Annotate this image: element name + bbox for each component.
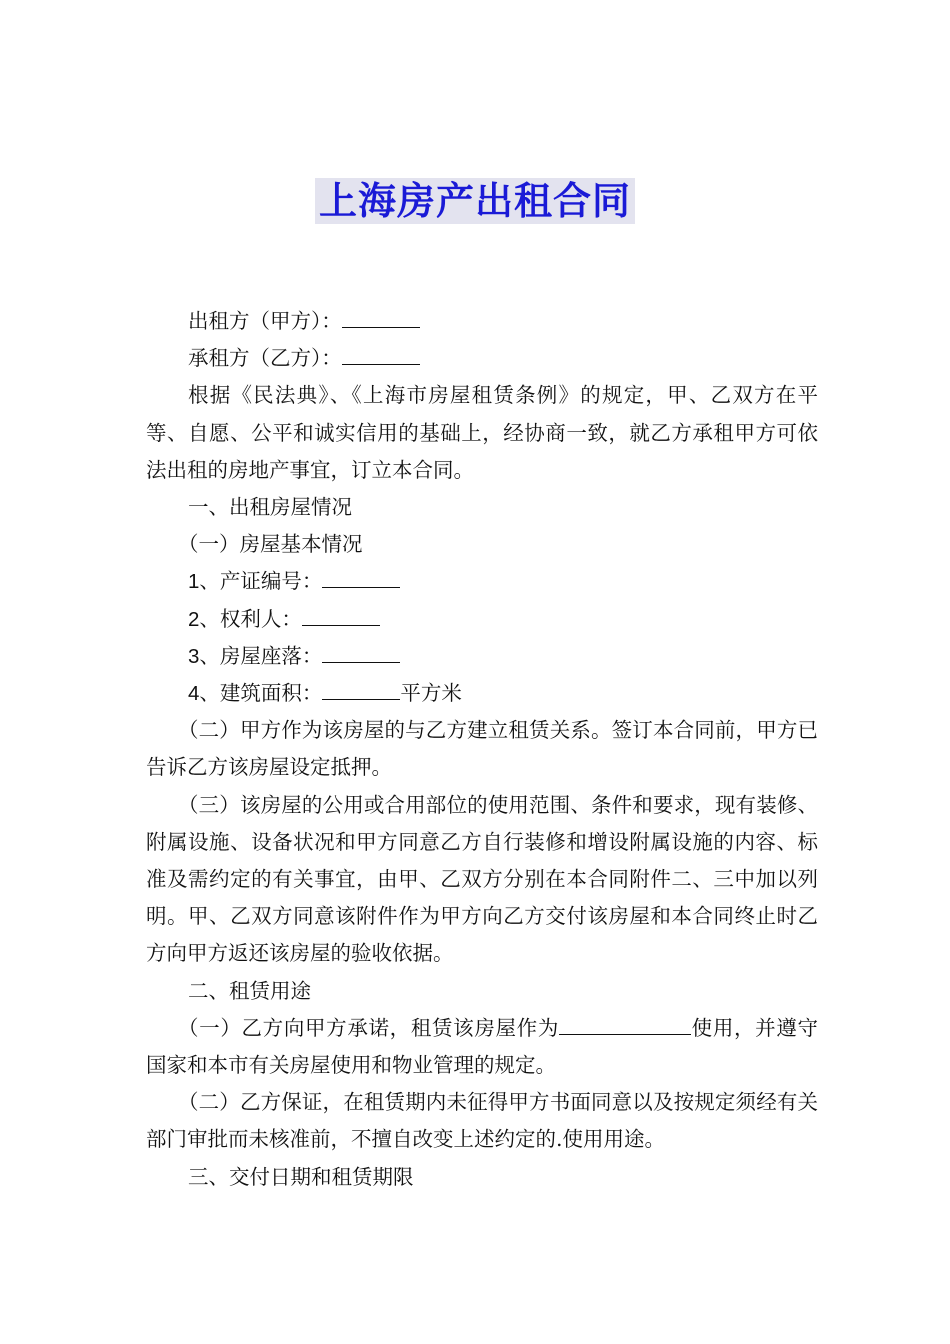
item-1 xyxy=(146,563,818,600)
item-2-number: 2 xyxy=(188,607,200,631)
subsection-2-1-post: 使用，并遵守国家和本市有关房屋使用和物业管理的规定。 xyxy=(146,1015,818,1078)
item-4-unit: 平方米 xyxy=(400,681,462,706)
item-1-number: 1 xyxy=(188,570,200,594)
item-1-label: 、产证编号： xyxy=(199,569,323,594)
location-blank[interactable] xyxy=(322,640,400,663)
item-4-label: 、建筑面积： xyxy=(199,681,323,706)
lessee-blank[interactable] xyxy=(342,342,420,365)
lessee-line xyxy=(146,340,818,377)
cert-number-blank[interactable] xyxy=(322,565,400,588)
lessor-line xyxy=(146,303,818,340)
lessor-blank[interactable] xyxy=(342,305,420,328)
subsection-2-2: （二）乙方保证，在租赁期内未征得甲方书面同意以及按规定须经有关部门审批而未核准前，不擅自改变上述约定的.使用用途。 xyxy=(146,1090,818,1152)
section-3-heading: 三、交付日期和租赁期限 xyxy=(188,1164,414,1189)
item-4-number: 4 xyxy=(188,682,200,706)
section-1-heading: 一、出租房屋情况 xyxy=(188,495,352,520)
subsection-2-1-pre: （一）乙方向甲方承诺，租赁该房屋作为 xyxy=(178,1015,559,1040)
section-2-heading: 二、租赁用途 xyxy=(188,978,311,1003)
subsection-2-1 xyxy=(146,1010,818,1084)
item-2 xyxy=(146,601,818,638)
item-4 xyxy=(146,675,818,712)
subsection-1-3: （三）该房屋的公用或合用部位的使用范围、条件和要求，现有装修、附属设施、设备状况和甲方同意乙方自行装修和增设附属设施的内容、标准及需约定的有关事宜，由甲、乙双方分别在本合同附件二、三中加以列明。甲、乙双方同意该附件作为甲方向乙方交付该房屋和本合同终止时乙方向甲方返还该房屋的验收依据。 xyxy=(146,792,818,966)
lessee-label: 承租方（乙方）： xyxy=(188,346,342,371)
subsection-1-2: （二）甲方作为该房屋的与乙方建立租赁关系。签订本合同前，甲方已告诉乙方该房屋设定抵押。 xyxy=(146,718,818,780)
document-body xyxy=(146,303,818,1196)
subsection-1-1: （一）房屋基本情况 xyxy=(178,532,363,557)
item-3 xyxy=(146,638,818,675)
item-3-number: 3 xyxy=(188,644,200,668)
lessor-label: 出租方（甲方）： xyxy=(188,309,342,333)
item-3-label: 、房屋座落： xyxy=(199,643,323,668)
owner-blank[interactable] xyxy=(302,603,380,626)
document-title: 上海房产出租合同 xyxy=(315,178,635,224)
usage-blank[interactable] xyxy=(559,1012,691,1035)
area-blank[interactable] xyxy=(322,677,400,700)
item-2-label: 、权利人： xyxy=(199,606,302,631)
intro-paragraph: 根据《民法典》、《上海市房屋租赁条例》的规定，甲、乙双方在平等、自愿、公平和诚实信用的基础上，经协商一致，就乙方承租甲方可依法出租的房地产事宜，订立本合同。 xyxy=(146,383,818,482)
title-container xyxy=(0,178,950,224)
